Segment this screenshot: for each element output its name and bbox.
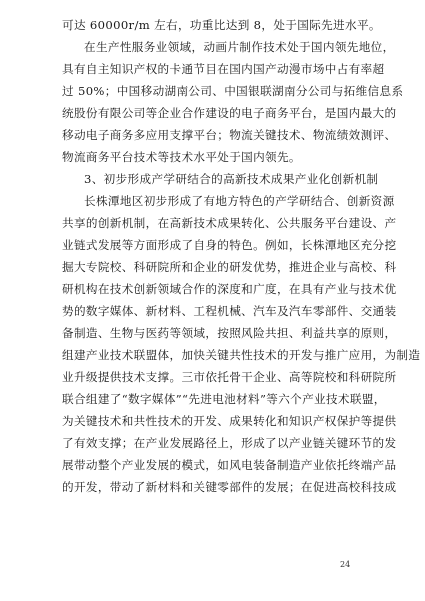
paragraph-start-line: 长株潭地区初步形成了有地方特色的产学研结合、创新资源 — [84, 194, 395, 208]
text-line: 业链式发展等方面形成了自身的特色。例如，长株潭地区充分挖 — [62, 238, 397, 252]
text-line: 备制造、生物与医药等领域，按照风险共担、利益共享的原则， — [62, 326, 397, 340]
text-line: 的开发，带动了新材料和关键零部件的发展；在促进高校科技成 — [62, 480, 397, 494]
text-line: 可达 60000r/m 左右，功重比达到 8，处于国际先进水平。 — [62, 18, 381, 32]
text-line: 过 50%；中国移动湖南公司、中国银联湖南分公司与拓维信息系 — [62, 84, 404, 98]
text-line: 展带动整个产业发展的模式，如风电装备制造产业依托终端产品 — [62, 458, 397, 472]
text-line: 业升级提供技术支撑。三市依托骨干企业、高等院校和科研院所 — [62, 370, 397, 384]
text-line: 为关键技术和共性技术的开发、成果转化和知识产权保护等提供 — [62, 414, 397, 428]
text-line: 共享的创新机制，在高新技术成果转化、公共服务平台建设、产 — [62, 216, 397, 230]
paragraph-start-line: 在生产性服务业领域，动画片制作技术处于国内领先地位， — [84, 40, 395, 54]
text-line: 联合组建了“数字媒体”“先进电池材料”等六个产业技术联盟， — [62, 392, 386, 406]
text-line: 势的数字媒体、新材料、工程机械、汽车及汽车零部件、交通装 — [62, 304, 397, 318]
text-line: 掘大专院校、科研院所和企业的研发优势，推进企业与高校、科 — [62, 260, 397, 274]
section-heading: 3、初步形成产学研结合的高新技术成果产业化创新机制 — [84, 172, 379, 186]
text-line: 具有自主知识产权的卡通节目在国内国产动漫市场中占有率超 — [62, 62, 385, 76]
body-text — [62, 14, 421, 498]
text-line: 移动电子商务多应用支撑平台；物流关键技术、物流绩效测评、 — [62, 128, 397, 142]
text-line: 物流商务平台技术等技术水平处于国内领先。 — [62, 150, 301, 164]
text-line: 统股份有限公司等企业合作建设的电子商务平台，是国内最大的 — [62, 106, 397, 120]
text-line: 研机构在技术创新领域合作的深度和广度，在具有产业与技术优 — [62, 282, 397, 296]
text-line: 组建产业技术联盟体，加快关键共性技术的开发与推广应用，为制造 — [62, 348, 421, 362]
text-line: 了有效支撑；在产业发展路径上，形成了以产业链关键环节的发 — [62, 436, 397, 450]
page-number: 24 — [340, 560, 351, 569]
